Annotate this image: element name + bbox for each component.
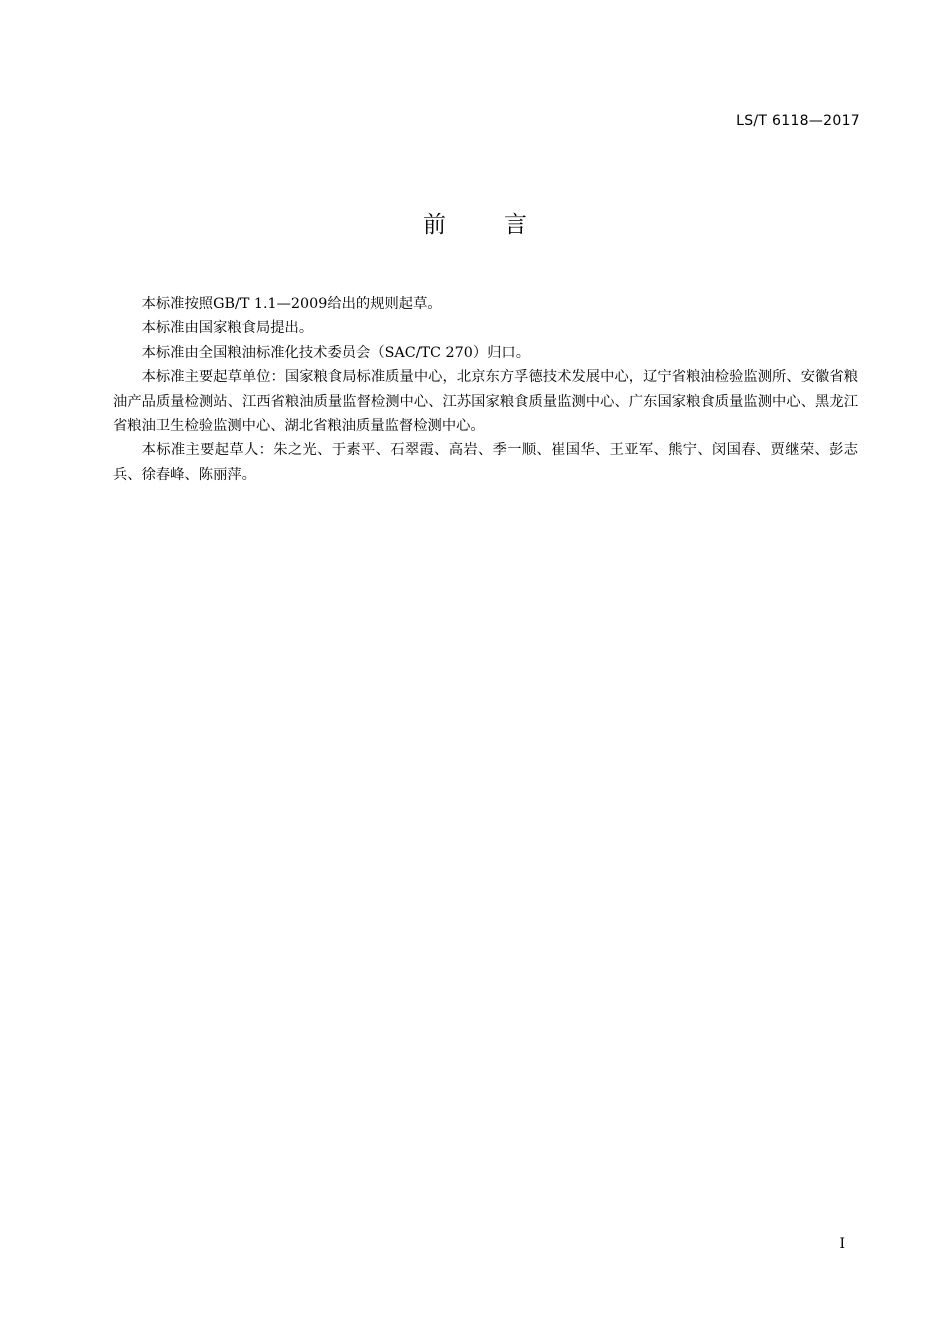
standard-code: LS/T 6118—2017 <box>736 113 860 129</box>
paragraph-proposer: 本标准由国家粮食局提出。 <box>141 320 314 337</box>
page-title: 前言 <box>423 212 585 238</box>
paragraph-technical-committee: 本标准由全国粮油标准化技术委员会（SAC/TC 270）归口。 <box>141 344 531 361</box>
paragraph-drafting-units: 本标准主要起草单位：国家粮食局标准质量中心，北京东方孚德技术发展中心，辽宁省粮油检验监测所、安徽省粮油产品质量检测站、江西省粮油质量监督检测中心、江苏国家粮食质量监测中心、广东国家粮食质量监测中心、黑龙江省粮油卫生检验监测中心、湖北省粮油质量监督检测中心。 <box>113 369 858 435</box>
page-number: I <box>839 1236 845 1252</box>
foreword-body <box>113 292 858 487</box>
paragraph-drafters: 本标准主要起草人：朱之光、于素平、石翠霞、高岩、季一顺、崔国华、王亚军、熊宁、闵国春、贾继荣、彭志兵、徐春峰、陈丽萍。 <box>113 442 858 483</box>
paragraph-drafting-rules: 本标准按照GB/T 1.1—2009给出的规则起草。 <box>141 296 442 312</box>
